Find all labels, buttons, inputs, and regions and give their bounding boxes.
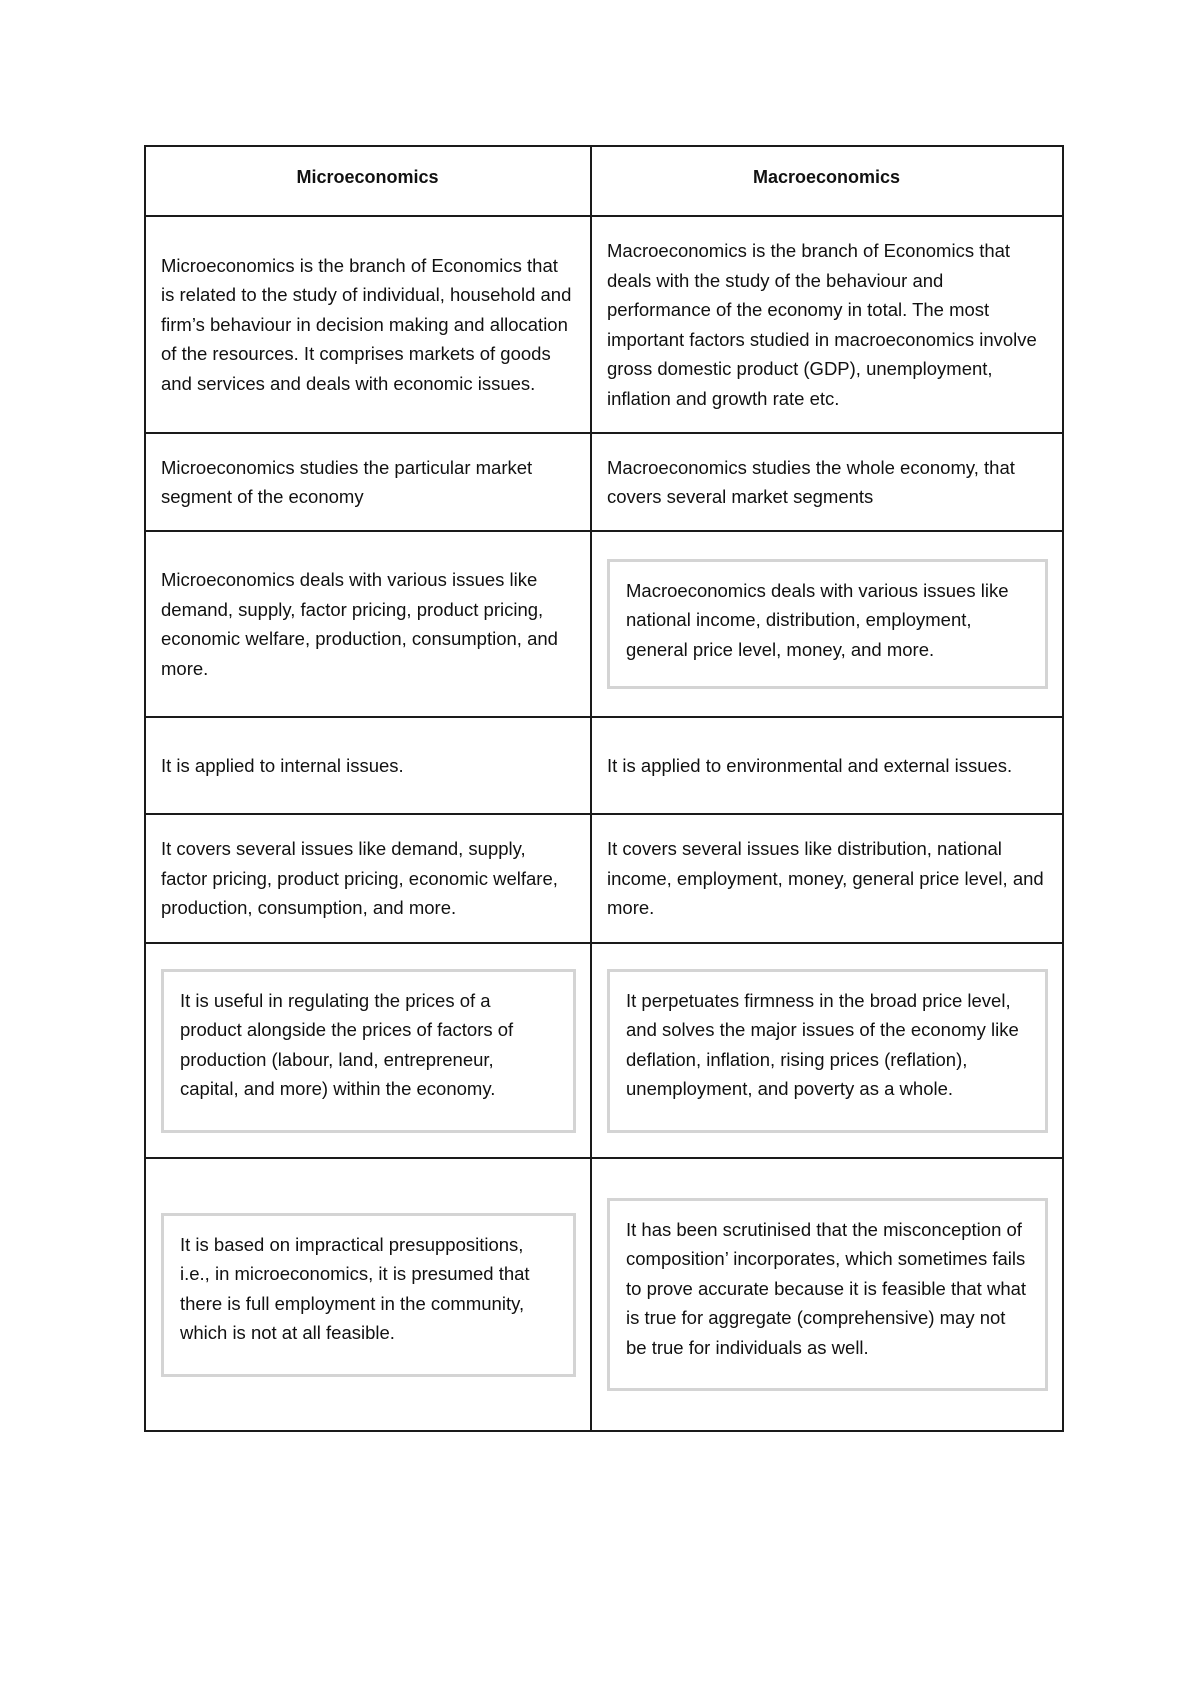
macro-cell [591,943,1063,1158]
table-row [145,814,1063,943]
macro-cell [591,1158,1063,1431]
table-row [145,216,1063,433]
comparison-table [144,145,1064,1432]
table-row [145,1158,1063,1431]
table-row [145,433,1063,531]
micro-cell: Microeconomics studies the particular market segment of the economy [145,433,591,531]
macro-text-box: It perpetuates firmness in the broad price level, and solves the major issues of the economy like deflation, inflation, rising prices (reflation), unemployment, and poverty as a whole. [607,969,1048,1133]
macro-cell [591,531,1063,717]
table-row [145,943,1063,1158]
macro-text-box: It has been scrutinised that the misconception of composition’ incorporates, which sometimes fails to prove accurate because it is feasible that what is true for aggregate (comprehensive) may not be true for individuals as well. [607,1198,1048,1392]
micro-cell [145,943,591,1158]
table-row [145,531,1063,717]
table-row [145,717,1063,814]
header-row [145,146,1063,216]
macro-cell: Macroeconomics studies the whole economy, that covers several market segments [591,433,1063,531]
macro-cell: It is applied to environmental and external issues. [591,717,1063,814]
header-macroeconomics: Macroeconomics [591,146,1063,216]
macro-cell: It covers several issues like distribution, national income, employment, money, general price level, and more. [591,814,1063,943]
micro-text-box: It is based on impractical presuppositions, i.e., in microeconomics, it is presumed that there is full employment in the community, which is not at all feasible. [161,1213,576,1377]
micro-cell: It is applied to internal issues. [145,717,591,814]
micro-cell: Microeconomics deals with various issues like demand, supply, factor pricing, product pricing, economic welfare, production, consumption, and more. [145,531,591,717]
micro-cell: It covers several issues like demand, supply, factor pricing, product pricing, economic welfare, production, consumption, and more. [145,814,591,943]
header-microeconomics: Microeconomics [145,146,591,216]
micro-cell: Microeconomics is the branch of Economics that is related to the study of individual, household and firm’s behaviour in decision making and allocation of the resources. It comprises markets of goods and services and deals with economic issues. [145,216,591,433]
micro-text-box: It is useful in regulating the prices of a product alongside the prices of factors of production (labour, land, entrepreneur, capital, and more) within the economy. [161,969,576,1133]
macro-cell: Macroeconomics is the branch of Economics that deals with the study of the behaviour and performance of the economy in total. The most important factors studied in macroeconomics involve gross domestic product (GDP), unemployment, inflation and growth rate etc. [591,216,1063,433]
macro-text-box: Macroeconomics deals with various issues like national income, distribution, employment, general price level, money, and more. [607,559,1048,690]
micro-cell [145,1158,591,1431]
